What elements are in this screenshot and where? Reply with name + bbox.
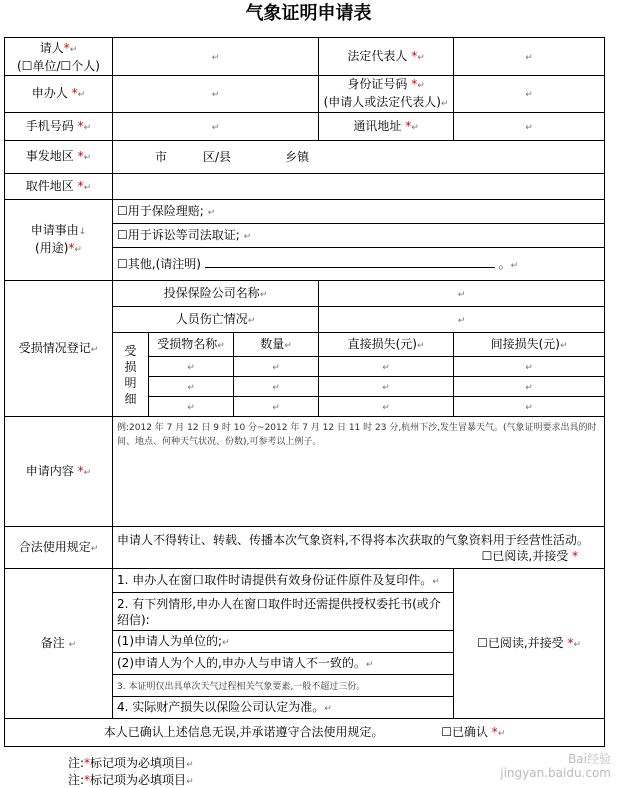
paragraph-mark: ↵ <box>74 245 82 255</box>
casualty-label-cell <box>113 307 319 333</box>
paragraph-mark: ↵ <box>83 122 92 133</box>
paragraph-mark: ↵ <box>417 81 425 91</box>
required-mark: * <box>491 724 498 739</box>
paragraph-mark: ↵ <box>83 153 92 163</box>
id-field[interactable] <box>454 76 605 113</box>
required-note <box>68 754 194 771</box>
required-mark: * <box>77 118 84 133</box>
id-label-cell <box>319 76 454 113</box>
remark-text: (1)申请人为单位的; <box>117 633 223 648</box>
purpose-legal-checkbox[interactable]: ☐用于诉讼等司法取证; <box>117 227 240 242</box>
phone-label-cell <box>5 113 113 141</box>
damage-cell[interactable] <box>319 357 454 377</box>
id-sublabel: (申请人或法定代表人) <box>323 95 441 109</box>
pickup-area-label: 取件地区 <box>25 178 74 193</box>
legal-use-content <box>113 527 605 569</box>
paragraph-mark: ↵ <box>186 760 194 770</box>
vertical-char: 损 <box>124 359 137 374</box>
paragraph-mark: ↵ <box>284 340 292 351</box>
paragraph-mark: ↵ <box>382 382 390 393</box>
watermark-url: jingyan.baidu.com <box>500 766 611 780</box>
insurer-field[interactable] <box>319 281 605 307</box>
period: 。 <box>498 256 511 271</box>
paragraph-mark: ↵ <box>272 362 280 373</box>
paragraph-mark: ↵ <box>211 52 220 63</box>
paragraph-mark: ↵ <box>432 576 440 587</box>
paragraph-mark: ↵ <box>497 728 506 739</box>
legal-rep-label: 法定代表人 <box>347 48 408 63</box>
paragraph-mark: ↵ <box>243 231 252 242</box>
paragraph-mark: ↵ <box>417 52 425 63</box>
confirm-row <box>5 719 605 747</box>
damage-cell[interactable] <box>319 397 454 417</box>
required-mark: * <box>572 548 579 563</box>
remark-item <box>113 653 454 675</box>
paragraph-mark: ↵ <box>186 777 194 787</box>
confirm-checkbox[interactable]: ☐已确认 <box>441 724 488 739</box>
damage-cell[interactable] <box>319 377 454 397</box>
purpose-other-input-line[interactable] <box>205 255 495 268</box>
paragraph-mark: ↵ <box>247 315 256 326</box>
note-text: 标记项为必填项目 <box>90 756 187 770</box>
damage-cell[interactable] <box>234 357 319 377</box>
paragraph-mark: ↵ <box>187 362 195 373</box>
paragraph-mark: ↵ <box>573 639 582 650</box>
remark-item <box>113 631 454 653</box>
paragraph-mark: ↵ <box>211 122 220 133</box>
purpose-other-checkbox[interactable]: ☐其他,(请注明) <box>117 256 201 271</box>
paragraph-mark: ↵ <box>365 659 374 670</box>
paragraph-mark: ↵ <box>457 289 466 300</box>
paragraph-mark: ↵ <box>559 340 568 351</box>
required-mark: * <box>77 178 84 193</box>
paragraph-mark: ↵ <box>510 260 519 271</box>
required-mark: * <box>68 241 75 255</box>
purpose-insurance-checkbox[interactable]: ☐用于保险理赔; <box>117 203 204 218</box>
remark-text: 3. 本证明仅出具单次天气过程相关气象要素,一般不超过三份。 <box>117 682 366 692</box>
required-mark: * <box>77 149 84 163</box>
city-label: 市 <box>155 150 168 164</box>
note-prefix: 注: <box>68 773 85 787</box>
remark-text: (2)申请人为个人的,申办人与申请人不一致的。 <box>117 655 366 670</box>
content-label: 申请内容 <box>25 463 74 478</box>
paragraph-mark: ↵ <box>382 362 390 373</box>
phone-field[interactable] <box>113 113 319 141</box>
paragraph-mark: ↵ <box>207 207 216 218</box>
vertical-char: 细 <box>124 391 137 406</box>
damage-cell[interactable] <box>149 377 234 397</box>
paragraph-mark: ↵ <box>272 382 280 393</box>
required-mark: * <box>84 773 91 787</box>
remarks-accept-checkbox[interactable]: ☐已阅读,并接受 <box>477 635 564 650</box>
paragraph-mark: ↵ <box>90 543 99 554</box>
col-header-indirect-loss <box>454 333 605 357</box>
required-mark: * <box>567 635 574 650</box>
paragraph-mark: ↵ <box>222 637 230 648</box>
form-title: 气象证明申请表 <box>245 3 372 24</box>
paragraph-mark: ↵ <box>187 402 195 413</box>
purpose-label-cell: 申请事由↓ (用途)*↵ <box>5 200 113 281</box>
applicant-field[interactable] <box>113 38 319 76</box>
content-example-text: 例:2012 年 7 月 12 日 9 时 10 分~2012 年 7 月 12 日 11 时 23 分,杭州下沙,发生冒暴天气。(气象证明要求出具的时间、地点、何种天气状况、份数),可参考以上例子。 <box>117 423 597 447</box>
damage-cell[interactable] <box>454 357 605 377</box>
paragraph-mark: ↵ <box>83 182 92 193</box>
purpose-option-other[interactable] <box>113 248 605 281</box>
paragraph-mark: ↵ <box>382 402 390 413</box>
purpose-option-legal[interactable] <box>113 224 605 248</box>
remarks-label: 备注 <box>40 635 65 650</box>
paragraph-mark: ↵ <box>416 340 425 351</box>
id-label: 身份证号码 <box>347 77 408 91</box>
col-quantity-label: 数量 <box>260 336 285 351</box>
note-text: 标记项为必填项目 <box>90 773 187 787</box>
legal-use-label: 合法使用规定 <box>18 539 91 554</box>
casualty-label: 人员伤亡情况 <box>175 311 248 326</box>
incident-area-label: 事发地区 <box>25 149 74 163</box>
address-field[interactable] <box>454 113 605 141</box>
paragraph-mark: ↵ <box>525 402 533 413</box>
applicant-type-checkboxes[interactable]: (☐单位/☐个人) <box>17 58 100 73</box>
required-note <box>68 771 194 788</box>
paragraph-mark: ↵ <box>69 44 78 55</box>
incident-area-label-cell <box>5 141 113 174</box>
pickup-area-label-cell <box>5 174 113 200</box>
paragraph-mark: ↵ <box>211 90 220 100</box>
remark-item <box>113 593 454 631</box>
town-label: 乡镇 <box>285 150 310 164</box>
remark-text: 2. 有下列情形,申办人在窗口取件时还需提供授权委托书(或介绍信): <box>117 596 441 627</box>
applicant-label-cell <box>5 38 113 76</box>
paragraph-mark: ↵ <box>525 382 533 393</box>
required-mark: * <box>77 463 84 478</box>
casualty-field[interactable] <box>319 307 605 333</box>
col-indirect-loss-label: 间接损失(元) <box>490 336 560 351</box>
purpose-option-insurance[interactable] <box>113 200 605 224</box>
remarks-accept-cell[interactable] <box>454 569 605 719</box>
watermark <box>500 752 611 780</box>
applicant2-field[interactable] <box>113 76 319 113</box>
purpose-sublabel: (用途) <box>35 241 69 255</box>
paragraph-mark: ↵ <box>525 122 533 133</box>
confirm-text: 本人已确认上述信息无误,并承诺遵守合法使用规定。 <box>103 724 384 739</box>
application-form-table <box>4 37 605 747</box>
note-prefix: 注: <box>68 756 85 770</box>
phone-label: 手机号码 <box>25 118 74 133</box>
remark-item <box>113 569 454 593</box>
applicant-label: 请人 <box>39 40 64 55</box>
pickup-area-field[interactable] <box>113 174 605 200</box>
address-label: 通讯地址 <box>353 118 402 133</box>
applicant2-label: 申办人 <box>31 86 68 100</box>
damage-label: 受损情况登记 <box>18 340 91 355</box>
legal-use-text: 申请人不得转让、转载、传播本次气象资料,不得将本次获取的气象资料用于经营性活动。 <box>117 532 589 547</box>
paragraph-mark: ↵ <box>187 382 195 393</box>
legal-use-accept-checkbox[interactable]: ☐已阅读,并接受 <box>481 548 569 563</box>
damage-detail-vertical-label <box>113 333 149 417</box>
remark-item <box>113 675 454 697</box>
required-mark: * <box>411 48 418 63</box>
col-header-quantity <box>234 333 319 357</box>
paragraph-mark: ↵ <box>457 315 466 326</box>
paragraph-mark: ↵ <box>90 344 99 355</box>
incident-area-field[interactable] <box>113 141 605 174</box>
required-mark: * <box>411 77 418 91</box>
insurer-label: 投保保险公司名称 <box>163 285 260 300</box>
remark-text: 1. 申办人在窗口取件时请提供有效身份证件原件及复印件。 <box>117 572 433 587</box>
required-mark: * <box>71 86 78 100</box>
insurer-label-cell <box>113 281 319 307</box>
paragraph-mark: ↵ <box>324 703 332 714</box>
required-mark: * <box>63 40 70 55</box>
content-field[interactable] <box>113 417 605 527</box>
vertical-char: 受 <box>124 343 137 358</box>
paragraph-mark: ↵ <box>440 99 449 109</box>
remark-item <box>113 697 454 719</box>
paragraph-mark: ↵ <box>525 362 533 373</box>
paragraph-mark: ↵ <box>525 52 533 63</box>
paragraph-mark: ↵ <box>411 122 419 133</box>
col-direct-loss-label: 直接损失(元) <box>347 336 417 351</box>
paragraph-mark: ↵ <box>77 90 86 100</box>
col-header-item-name <box>149 333 234 357</box>
purpose-label: 申请事由 <box>30 223 79 237</box>
damage-cell[interactable] <box>454 377 605 397</box>
paragraph-mark: ↵ <box>272 402 280 413</box>
damage-cell[interactable] <box>149 357 234 377</box>
damage-cell[interactable] <box>454 397 605 417</box>
required-mark: * <box>84 756 91 770</box>
paragraph-mark: ↵ <box>259 289 268 300</box>
paragraph-mark: ↵ <box>83 467 92 478</box>
paragraph-mark: ↵ <box>525 90 533 100</box>
damage-cell[interactable] <box>149 397 234 417</box>
address-label-cell <box>319 113 454 141</box>
legal-rep-field[interactable] <box>454 38 605 76</box>
legal-rep-label-cell <box>319 38 454 76</box>
damage-cell[interactable] <box>234 397 319 417</box>
remarks-label-cell <box>5 569 113 719</box>
legal-use-label-cell <box>5 527 113 569</box>
district-label: 区/县 <box>203 150 232 164</box>
col-header-direct-loss <box>319 333 454 357</box>
applicant2-label-cell <box>5 76 113 113</box>
col-item-name-label: 受损物名称 <box>157 336 218 351</box>
required-mark: * <box>405 118 412 133</box>
paragraph-mark: ↵ <box>68 639 77 650</box>
remark-text: 4. 实际财产损失以保险公司认定为准。 <box>117 699 325 714</box>
damage-label-cell <box>5 281 113 417</box>
damage-cell[interactable] <box>234 377 319 397</box>
paragraph-mark: ↵ <box>217 340 225 351</box>
content-label-cell <box>5 417 113 527</box>
vertical-char: 明 <box>124 375 137 390</box>
watermark-brand: Bai经验 <box>568 752 611 766</box>
